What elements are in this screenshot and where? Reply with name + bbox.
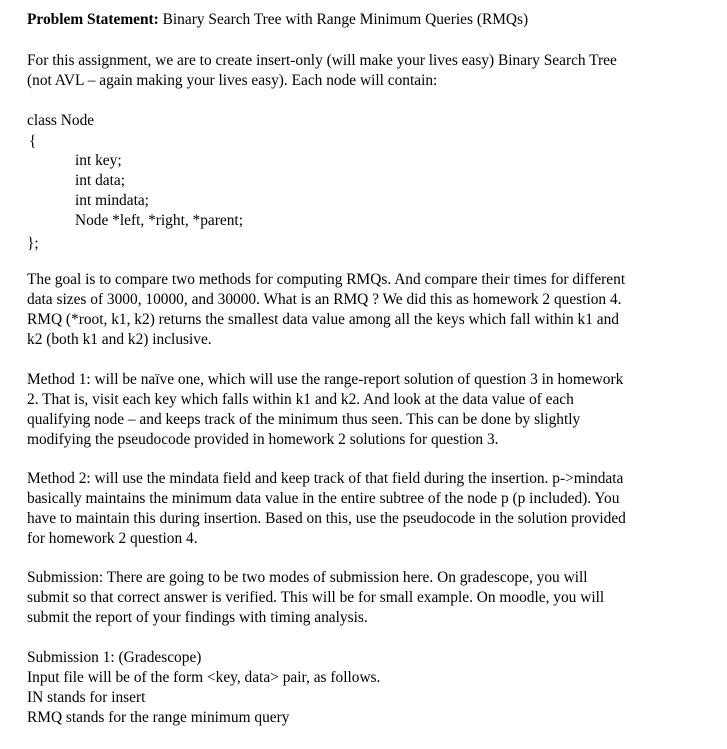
code-field: int mindata; [75, 192, 149, 209]
method2-line: for homework 2 question 4. [27, 530, 198, 547]
method2-line: basically maintains the minimum data value in the entire subtree of the node p (p included). You [27, 490, 620, 507]
submission1-line: RMQ stands for the range minimum query [27, 709, 290, 726]
submission-line: submit so that correct answer is verified. This will be for small example. On moodle, you will [27, 589, 605, 606]
intro-line: (not AVL – again making your lives easy). Each node will contain: [27, 72, 438, 89]
method1-line: qualifying node – and keeps track of the minimum thus seen. This can be done by slightly [27, 411, 581, 428]
intro-line: For this assignment, we are to create insert-only (will make your lives easy) Binary Search Tree [27, 52, 617, 69]
goal-line: The goal is to compare two methods for computing RMQs. And compare their times for different [27, 271, 626, 288]
code-field: int data; [75, 172, 126, 189]
submission-line: Submission: There are going to be two modes of submission here. On gradescope, you will [27, 569, 588, 586]
submission1-line: Input file will be of the form <key, data> pair, as follows. [27, 669, 381, 686]
submission-line: submit the report of your findings with timing analysis. [27, 609, 368, 626]
code-close-brace: }; [27, 235, 39, 252]
title-text: Binary Search Tree with Range Minimum Queries (RMQs) [158, 11, 529, 28]
method2-line: have to maintain this during insertion. Based on this, use the pseudocode in the solution provided [27, 510, 626, 527]
code-field: int key; [75, 152, 122, 169]
method1-line: 2. That is, visit each key which falls within k1 and k2. And look at the data value of each [27, 391, 574, 408]
code-open-brace: { [29, 133, 37, 150]
title-label: Problem Statement: [27, 11, 159, 28]
goal-line: RMQ (*root, k1, k2) returns the smallest data value among all the keys which fall within k1 and [27, 311, 619, 328]
goal-line: k2 (both k1 and k2) inclusive. [27, 331, 212, 348]
code-field: Node *left, *right, *parent; [75, 212, 243, 229]
method2-line: Method 2: will use the mindata field and keep track of that field during the insertion. p->mindata [27, 470, 624, 487]
code-class-header: class Node [27, 112, 95, 129]
submission1-line: Submission 1: (Gradescope) [27, 649, 202, 666]
method1-line: Method 1: will be naïve one, which will use the range-report solution of question 3 in homework [27, 371, 624, 388]
goal-line: data sizes of 3000, 10000, and 30000. What is an RMQ ? We did this as homework 2 question 4. [27, 291, 622, 308]
method1-line: modifying the pseudocode provided in homework 2 solutions for question 3. [27, 431, 499, 448]
problem-title [27, 10, 528, 29]
submission1-line: IN stands for insert [27, 689, 146, 706]
